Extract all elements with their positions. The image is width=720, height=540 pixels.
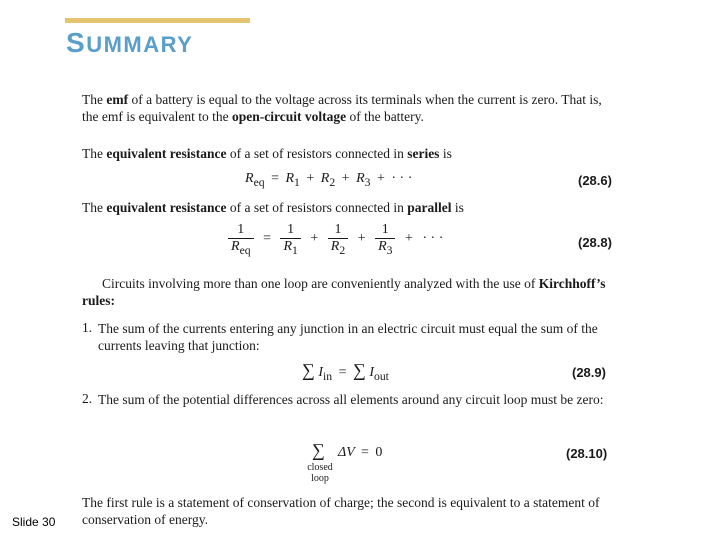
parallel-equation: $\frac{1}{R_{eq}}$ = $\frac{1}{R_1}$ + $\frac{1}{R_2}$ + $\frac{1}{R_3}$ + · · ·	[225, 222, 446, 257]
kirchhoff-paragraph: Circuits involving more than one loop are conveniently analyzed with the use of Kirchhoff’s rules:	[82, 276, 606, 308]
kirchhoff-rules-term: Kirchhoff’s rules:	[82, 276, 606, 308]
emf-term: emf	[106, 92, 129, 107]
rule-2-number: 2.	[82, 391, 93, 406]
rule-1-number: 1.	[82, 320, 93, 335]
parallel-term: parallel	[407, 200, 452, 215]
emf-paragraph: The emf of a battery is equal to the voltage across its terminals when the current is zero. That is, the emf is equivalent to the open-circuit voltage of the battery.	[82, 92, 602, 124]
fraction-r2: $\frac{1}{R_2}$	[328, 222, 348, 257]
page-title	[66, 27, 193, 59]
equation-number-28-8: (28.8)	[578, 235, 612, 250]
rule-2-text: The sum of the potential differences across all elements around any circuit loop must be zero:	[98, 392, 604, 407]
loop-equation-rhs: ΔV = 0	[338, 445, 383, 461]
title-initial: S	[66, 27, 87, 58]
junction-equation: ∑ $I_{in}$ = ∑ $I_{out}$	[302, 360, 389, 383]
series-term: series	[407, 146, 440, 161]
fraction-r3: $\frac{1}{R_3}$	[375, 222, 395, 257]
slide-number: Slide 30	[12, 515, 56, 529]
rule-1-text: The sum of the currents entering any junction in an electric circuit must equal the sum of the currents leaving that junction:	[98, 321, 598, 353]
loop-equation-sigma: ∑	[312, 440, 325, 460]
series-paragraph: The equivalent resistance of a set of resistors connected in series is	[82, 146, 452, 161]
series-equation: $R_{eq} = R_1 + R_2 + R_3$ + · · ·	[245, 171, 413, 190]
title-accent-bar	[65, 18, 250, 23]
conservation-paragraph: The first rule is a statement of conservation of charge; the second is equivalent to a statement of conservation of energy.	[82, 495, 600, 527]
title-rest: UMMARY	[86, 32, 194, 57]
open-circuit-voltage-term: open-circuit voltage	[231, 109, 347, 124]
equation-number-28-10: (28.10)	[566, 446, 608, 461]
equation-number-28-6: (28.6)	[578, 173, 612, 188]
closed-loop-subscript: closed loop	[307, 462, 333, 484]
parallel-paragraph: The equivalent resistance of a set of resistors connected in parallel is	[82, 200, 464, 215]
fraction-eq: $\frac{1}{R_{eq}}$	[228, 222, 254, 257]
equation-number-28-9: (28.9)	[572, 365, 606, 380]
fraction-r1: $\frac{1}{R_1}$	[280, 222, 300, 257]
